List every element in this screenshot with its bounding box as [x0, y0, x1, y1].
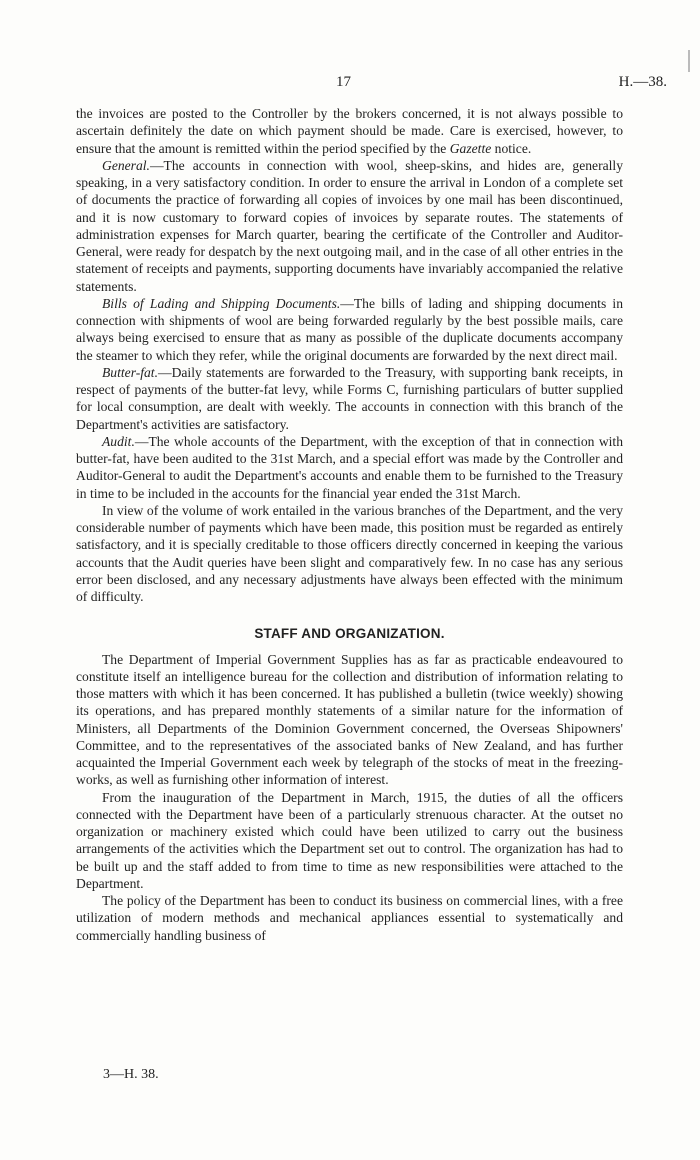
body-text	[76, 105, 623, 944]
paragraph-general: General.—The accounts in connection with wool, sheep-skins, and hides are, generally speaking, in a very satisfactory condition. In order to ensure the arrival in London of a complete set of documents the practice of forwarding all copies of invoices by one mail has been discontinued, and it is now customary to forward copies of invoices by separate routes. The statements of administration expenses for March quarter, bearing the certificate of the Controller and Auditor-General, were ready for despatch by the next outgoing mail, and in the case of all other entries in the statement of receipts and payments, supporting documents have invariably accompanied the relative statements.	[76, 157, 623, 294]
paragraph-lead: Audit.	[102, 433, 135, 449]
document-reference: H.—38.	[618, 74, 667, 90]
paragraph-policy: The policy of the Department has been to conduct its business on commercial lines, with a free utilization of modern methods and mechanical appliances essential to systematically and commercially handling business of	[76, 893, 623, 943]
paragraph-lead: General.	[102, 157, 150, 173]
paragraph-inauguration: From the inauguration of the Department in March, 1915, the duties of all the officers connected with the Department have been of a particularly strenuous character. At the outset no organization or machinery existed which could have been utilized to carry out the business arrangements of the activities which the Department set out to control. The organization has had to be built up and the staff added to from time to time as new responsibilities were attached to the Department.	[76, 789, 623, 891]
paragraph-bills-of-lading: Bills of Lading and Shipping Documents.—The bills of lading and shipping documents in connection with shipments of wool are being forwarded regularly by the best possible mails, care always being exercised to ensure that as many as possible of the duplicate documents accompany the steamer to which they refer, while the original documents are forwarded by the next direct mail.	[76, 295, 624, 363]
paragraph-in-view: In view of the volume of work entailed in the various branches of the Department, and the very considerable number of payments which have been made, this position must be regarded as entirely satisfactory, and it is specially creditable to those officers directly concerned in keeping the various accounts that the Audit queries have been slight and comparatively few. In no case has any serious error been disclosed, and any necessary adjustments have always been effected with the minimum of difficulty.	[76, 502, 623, 604]
paragraph-intelligence-bureau: The Department of Imperial Government Supplies has as far as practicable endeavoured to constitute itself an intelligence bureau for the collection and distribution of information relating to those matters with which it has been concerned. It has published a bulletin (twice weekly) showing its operations, and has prepared monthly statements of a similar nature for the information of Ministers, all Departments of the Dominion Government concerned, the Overseas Shipowners' Committee, and to the representatives of the associated banks of New Zealand, and has further acquainted the Imperial Government each week by telegraph of the stocks of meat in the freezing-works, as well as furnishing other information of interest.	[76, 651, 623, 788]
paragraph-lead: Bills of Lading and Shipping Documents.	[102, 295, 341, 311]
paragraph-lead: Butter-fat.	[102, 364, 158, 380]
section-heading: STAFF AND ORGANIZATION.	[254, 626, 445, 642]
page-header	[0, 74, 700, 94]
paragraph-invoices: the invoices are posted to the Controller by the brokers concerned, it is not always possible to ascertain definitely the date on which payment should be made. Care is exercised, however, to ensure that the amount is remitted within the period specified by the Gazette notice.	[76, 106, 623, 156]
page-number: 17	[336, 74, 351, 90]
page-signature-mark: 3—H. 38.	[103, 1067, 159, 1082]
paragraph-audit: Audit.—The whole accounts of the Department, with the exception of that in connection with butter-fat, have been audited to the 31st March, and a special effort was made by the Controller and Auditor-General to audit the Department's accounts and enable them to be furnished to the Treasury in time to be included in the accounts for the financial year ended the 31st March.	[76, 433, 623, 501]
page-edge-mark	[688, 50, 690, 72]
paragraph-butter-fat: Butter-fat.—Daily statements are forwarded to the Treasury, with supporting bank receipts, in respect of payments of the butter-fat levy, while Forms C, furnishing particulars of butter supplied for local consumption, are dealt with weekly. The accounts in connection with this branch of the Department's activities are satisfactory.	[76, 364, 623, 432]
